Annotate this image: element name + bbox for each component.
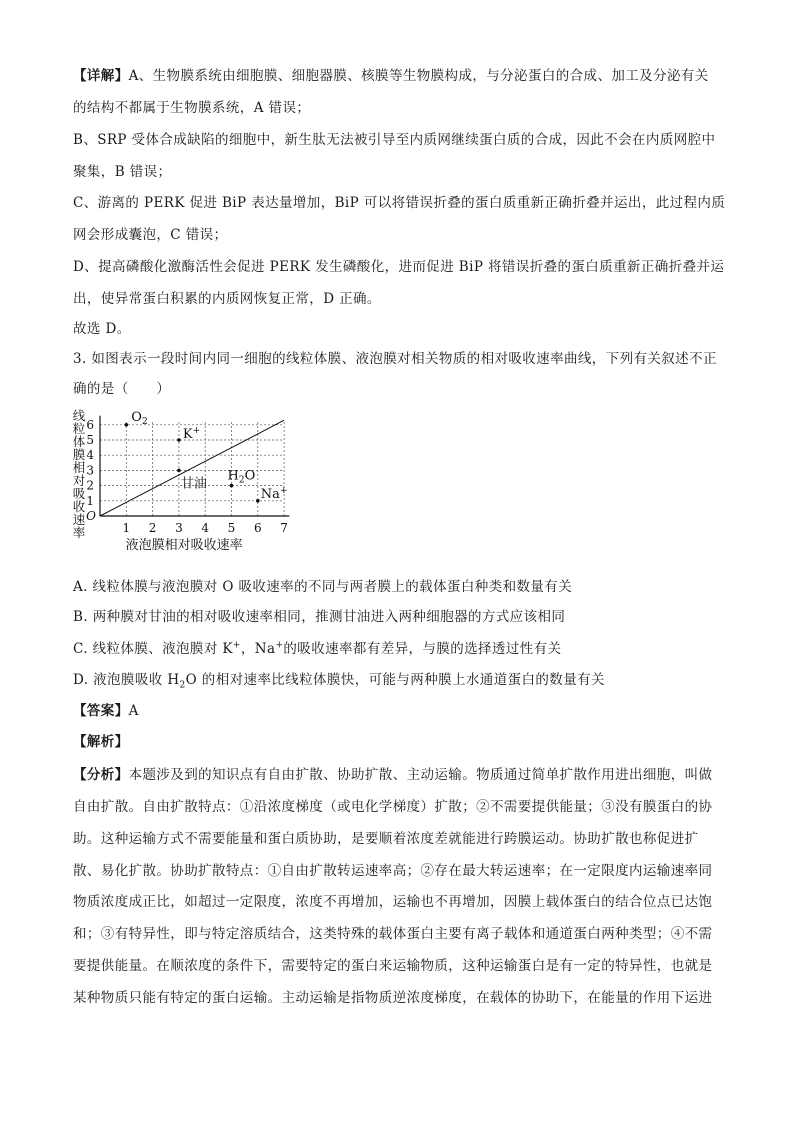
y-axis-label-char: 速 xyxy=(72,512,86,527)
answer-value: A xyxy=(128,703,139,719)
analysis-line-1 xyxy=(73,765,723,785)
x-tick-label: 3 xyxy=(175,521,183,535)
x-tick-label: 6 xyxy=(253,521,262,535)
x-tick-label: 4 xyxy=(201,521,210,535)
detail-line-5: C、游离的 PERK 促进 BiP 表达量增加，BiP 可以将错误折叠的蛋白质重新正确折叠并运出，此过程内质 xyxy=(73,195,726,211)
analysis-line-4: 散、易化扩散。协助扩散特点：①自由扩散转运速率高；②存在最大转运速率；在一定限度内运输速率同 xyxy=(73,863,713,879)
detail-label: 【详解】 xyxy=(73,68,129,84)
detail-line-6: 网会形成囊泡，C 错误； xyxy=(73,227,228,243)
analysis-sub-label: 【分析】 xyxy=(73,767,129,783)
option-d-sub: 2 xyxy=(179,680,186,691)
x-tick-label: 5 xyxy=(227,521,236,535)
analysis-line-8: 某种物质只能有特定的蛋白运输。主动运输是指物质逆浓度梯度，在载体的协助下，在能量的作用下运进 xyxy=(73,990,713,1006)
y-axis-label-char: 收 xyxy=(72,499,86,514)
y-tick-label: 5 xyxy=(86,433,94,447)
analysis-heading xyxy=(73,732,723,752)
absorption-rate-chart xyxy=(70,408,320,568)
y-axis-label-char: 率 xyxy=(72,525,86,540)
x-tick-label: 1 xyxy=(122,521,131,535)
detail-line-9: 故选 D。 xyxy=(73,321,131,337)
option-c xyxy=(73,639,723,659)
detail-text-1: A、生物膜系统由细胞膜、细胞器膜、核膜等生物膜构成，与分泌蛋白的合成、加工及分泌有关 xyxy=(128,68,709,84)
y-tick-label: 6 xyxy=(86,417,94,432)
y-tick-label: 1 xyxy=(86,493,94,508)
x-axis-label: 液泡膜相对吸收速率 xyxy=(125,538,243,553)
analysis-line-3: 助。这种运输方式不需要能量和蛋白质协助，是要顺着浓度差就能进行跨膜运动。协助扩散也称促进扩 xyxy=(73,831,699,847)
x-tick-label: 2 xyxy=(148,521,157,535)
option-c-text-3: 的吸收速率都有差异，与膜的选择透过性有关 xyxy=(283,641,562,657)
detail-line-3: B、SRP 受体合成缺陷的细胞中，新生肽无法被引导至内质网继续蛋白质的合成，因此不会在内质网腔中 xyxy=(73,132,716,148)
analysis-text-1: 本题涉及到的知识点有自由扩散、协助扩散、主动运输。物质通过简单扩散作用进出细胞，叫做 xyxy=(128,767,713,783)
detail-line-4: 聚集，B 错误； xyxy=(73,164,172,180)
analysis-line-2: 自由扩散。自由扩散特点：①沿浓度梯度（或电化学梯度）扩散；②不需要提供能量；③没有膜蛋白的协 xyxy=(73,799,713,815)
y-tick-label: 4 xyxy=(86,448,94,463)
data-point-label: Na+ xyxy=(260,485,288,502)
option-b: B. 两种膜对甘油的相对吸收速率相同，推测甘油进入两种细胞器的方式应该相同 xyxy=(73,609,566,625)
data-point xyxy=(256,499,260,503)
option-c-text-1: C. 线粒体膜、液泡膜对 K xyxy=(73,641,233,657)
data-point xyxy=(177,469,181,473)
y-axis-label-char: 体 xyxy=(72,434,86,449)
data-point-label: $H_2O$ xyxy=(227,468,256,486)
analysis-line-5: 物质浓度成正比，如超过一定限度，浓度不再增加，运输也不再增加，因膜上载体蛋白的结合位点已达饱 xyxy=(73,894,713,910)
data-point xyxy=(125,423,129,427)
origin-label: O xyxy=(86,509,96,523)
analysis-line-6: 和；③有特异性，即与特定溶质结合，这类特殊的载体蛋白主要有离子载体和通道蛋白两种类型；④不需 xyxy=(73,926,713,942)
y-axis-label-char: 相 xyxy=(72,460,86,475)
answer-label: 【答案】 xyxy=(73,703,129,719)
y-tick-label: 2 xyxy=(86,478,94,493)
data-point xyxy=(177,438,181,442)
y-axis-label-char: 膜 xyxy=(72,447,86,462)
option-d-text-2: O 的相对速率比线粒体膜快，可能与两种膜上水通道蛋白的数量有关 xyxy=(185,672,605,688)
detail-line-2: 的结构不都属于生物膜系统，A 错误； xyxy=(73,100,311,116)
y-axis-label-char: 粒 xyxy=(72,421,86,436)
data-point-label: $O_2$ xyxy=(131,409,148,427)
option-c-sup-1: + xyxy=(232,640,241,651)
option-c-text-2: ，Na xyxy=(240,641,276,657)
question-line-1: 3. 如图表示一段时间内同一细胞的线粒体膜、液泡膜对相关物质的相对吸收速率曲线，下列有关叙述不正 xyxy=(73,351,717,367)
analysis-label: 【解析】 xyxy=(73,734,129,750)
answer-line xyxy=(73,701,723,721)
x-tick-label: 7 xyxy=(280,521,288,535)
option-c-sup-2: + xyxy=(275,640,284,651)
y-axis-label-char: 吸 xyxy=(72,486,86,501)
option-d xyxy=(73,670,723,690)
y-tick-label: 3 xyxy=(86,463,94,478)
detail-line-1 xyxy=(73,66,723,86)
y-axis-label-char: 线 xyxy=(72,408,86,423)
question-line-2: 确的是（ ） xyxy=(73,381,171,397)
detail-line-7: D、提高磷酸化激酶活性会促进 PERK 发生磷酸化，进而促进 BiP 将错误折叠的蛋白质重新正确折叠并运 xyxy=(73,259,725,275)
option-d-text-1: D. 液泡膜吸收 H xyxy=(73,672,180,688)
analysis-line-7: 要提供能量。在顺浓度的条件下，需要特定的蛋白来运输物质，这种运输蛋白是有一定的特异性，也就是 xyxy=(73,958,713,974)
data-point-label: 甘油 xyxy=(180,476,207,492)
y-axis-label-char: 对 xyxy=(72,473,86,488)
detail-line-8: 出，使异常蛋白积累的内质网恢复正常，D 正确。 xyxy=(73,291,381,307)
option-a: A. 线粒体膜与液泡膜对 O 吸收速率的不同与两者膜上的载体蛋白种类和数量有关 xyxy=(73,579,573,595)
data-point-label: K+ xyxy=(182,426,201,442)
data-point xyxy=(230,484,234,488)
